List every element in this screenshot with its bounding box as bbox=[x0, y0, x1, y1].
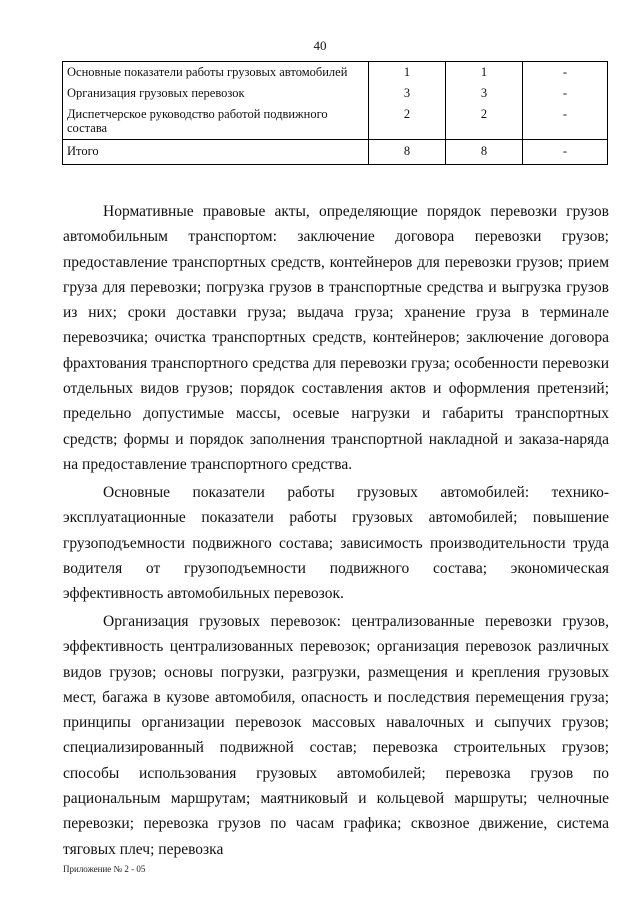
table-cell-total-practice: - bbox=[523, 140, 608, 165]
footer-appendix-label: Приложение № 2 - 05 bbox=[63, 864, 146, 874]
table-cell-hours-practice: - bbox=[523, 62, 608, 84]
table-cell-topic: Основные показатели работы грузовых автомобилей bbox=[63, 62, 369, 84]
table-cell-hours: 3 bbox=[369, 83, 446, 104]
table-row bbox=[63, 83, 608, 104]
table-cell-total-hours: 8 bbox=[369, 140, 446, 165]
table-cell-total-label: Итого bbox=[63, 140, 369, 165]
table-cell-hours-practice: - bbox=[523, 104, 608, 140]
table-cell-total-theory: 8 bbox=[446, 140, 523, 165]
table-row bbox=[63, 62, 608, 84]
paragraph-text: Нормативные правовые акты, определяющие порядок перевозки грузов автомобильным транспортом: заключение договора перевозки грузов; предоставление транспортных средств, контейнеров для перевозки грузов; прием груза для перевозки; погрузка грузов в транспортные средства и выгрузка грузов из них; сроки доставки груза; выдача груза; хранение груза в терминале перевозчика; очистка транспортных средств, контейнеров; заключение договора фрахтования транспортного средства для перевозки груза; особенности перевозки отдельных видов грузов; порядок составления актов и оформления претензий; предельно допустимые массы, осевые нагрузки и габариты транспортных средств; формы и порядок заполнения транспортной накладной и заказа-наряда на предоставление транспортного средства. bbox=[63, 203, 609, 473]
table-cell-hours-practice: - bbox=[523, 83, 608, 104]
table-cell-hours: 2 bbox=[369, 104, 446, 140]
table-cell-hours: 1 bbox=[369, 62, 446, 84]
table-cell-topic: Диспетчерское руководство работой подвижного состава bbox=[63, 104, 369, 140]
table-cell-hours-theory: 2 bbox=[446, 104, 523, 140]
paragraph-regulations bbox=[63, 199, 609, 477]
paragraph-indicators bbox=[63, 480, 609, 606]
paragraph-text: Основные показатели работы грузовых автомобилей: технико-эксплуатационные показатели работы грузовых автомобилей; повышение грузоподъемности подвижного состава; зависимость производительности труда водителя от грузоподъемности подвижного состава; экономическая эффективность автомобильных перевозок. bbox=[63, 484, 609, 603]
table-row-total bbox=[63, 140, 608, 165]
table-cell-hours-theory: 3 bbox=[446, 83, 523, 104]
paragraph-organization bbox=[63, 609, 609, 862]
hours-table bbox=[62, 61, 608, 165]
table-cell-hours-theory: 1 bbox=[446, 62, 523, 84]
table-row bbox=[63, 104, 608, 140]
page-number: 40 bbox=[313, 38, 327, 53]
paragraph-text: Организация грузовых перевозок: централизованные перевозки грузов, эффективность централизованных перевозок; организация перевозок различных видов грузов; основы погрузки, разгрузки, размещения и крепления грузовых мест, багажа в кузове автомобиля, опасность и последствия перемещения груза; принципы организации перевозок массовых навалочных и сыпучих грузов; специализированный подвижной состав; перевозка строительных грузов; способы использования грузовых автомобилей; перевозка грузов по рациональным маршрутам; маятниковый и кольцевой маршруты; челночные перевозки; перевозка грузов по часам графика; сквозное движение, система тяговых плеч; перевозка bbox=[63, 613, 609, 858]
table-cell-topic: Организация грузовых перевозок bbox=[63, 83, 369, 104]
